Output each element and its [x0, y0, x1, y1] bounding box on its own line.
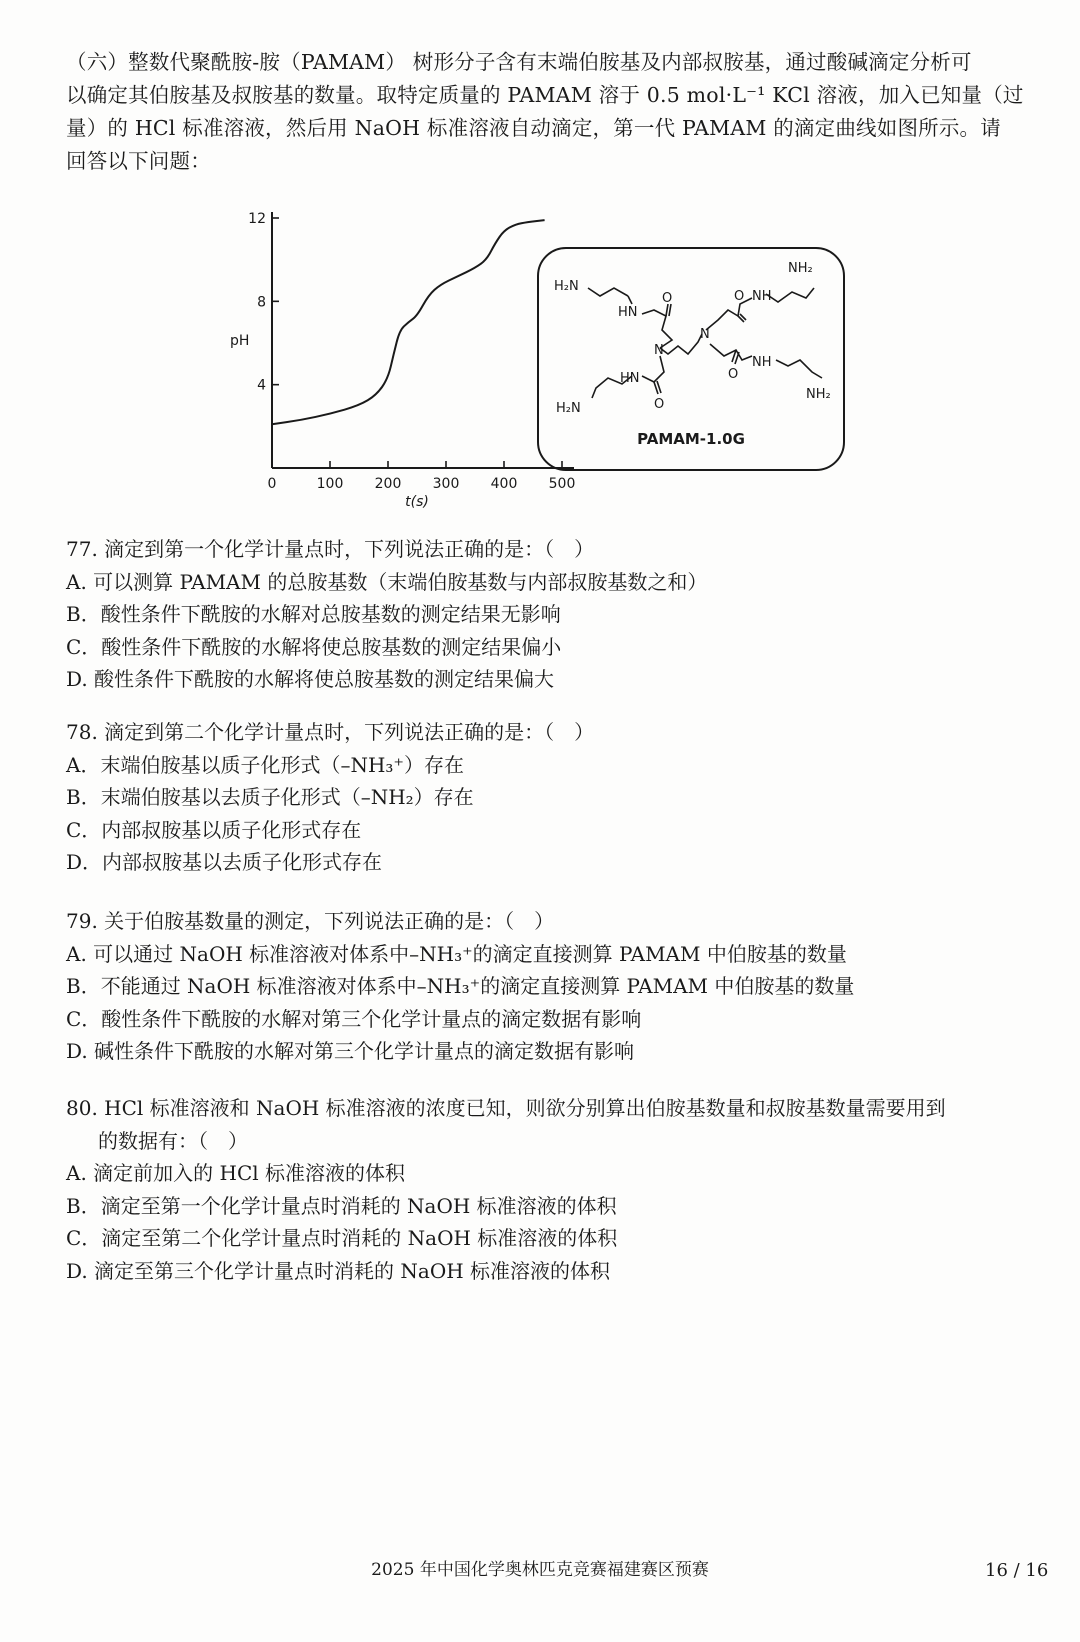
- question-79: [66, 905, 1026, 1068]
- y-tick-label: 8: [257, 294, 266, 311]
- question-78: [66, 716, 1026, 879]
- question-79-option-d[interactable]: D. 碱性条件下酰胺的水解对第三个化学计量点的滴定数据有影响: [66, 1039, 635, 1063]
- x-tick-label: 100: [316, 476, 344, 492]
- atom-nh2-bottom-right: NH₂: [806, 387, 831, 402]
- structure-atom-labels: [554, 261, 831, 416]
- question-79-stem: 79. 关于伯胺基数量的测定，下列说法正确的是：（ ）: [66, 909, 555, 933]
- intro-line-4: 回答以下问题：: [66, 149, 211, 173]
- intro-line-2: 以确定其伯胺基及叔胺基的数量。取特定质量的 PAMAM 溶于 0.5 mol·L⁻¹ KCl 溶液，加入已知量（过: [66, 83, 1024, 107]
- atom-h2n-bottom-left: H₂N: [556, 401, 581, 416]
- x-tick-label: 200: [374, 476, 402, 492]
- chart-plot-area: [230, 211, 575, 510]
- atom-o-top-right: O: [734, 289, 745, 304]
- titration-curve: [272, 220, 545, 424]
- atom-n-left: N: [654, 343, 664, 358]
- question-78-option-a[interactable]: A．末端伯胺基以质子化形式（–NH₃⁺）存在: [66, 752, 464, 777]
- atom-hn-top-left: HN: [618, 305, 638, 320]
- question-79-option-b[interactable]: B．不能通过 NaOH 标准溶液对体系中–NH₃⁺的滴定直接测算 PAMAM 中伯胺基的数量: [66, 974, 855, 998]
- structure-caption: PAMAM-1.0G: [637, 430, 745, 448]
- y-tick-label: 4: [257, 377, 266, 394]
- question-80-option-b[interactable]: B．滴定至第一个化学计量点时消耗的 NaOH 标准溶液的体积: [66, 1193, 617, 1218]
- x-tick-label: 300: [432, 476, 460, 492]
- titration-chart: [220, 200, 900, 530]
- question-79-option-a[interactable]: A. 可以通过 NaOH 标准溶液对体系中–NH₃⁺的滴定直接测算 PAMAM 中伯胺基的数量: [66, 941, 847, 966]
- atom-n-right: N: [700, 327, 710, 342]
- intro-line-1: （六）整数代聚酰胺-胺（PAMAM） 树形分子含有末端伯胺基及内部叔胺基，通过酸碱滴定分析可: [66, 50, 972, 74]
- titration-figure: [220, 200, 900, 530]
- intro-paragraph: [66, 46, 1026, 178]
- question-80-stem-cont: 的数据有：（ ）: [98, 1128, 248, 1153]
- x-tick-label: 400: [490, 476, 518, 492]
- question-77-option-c[interactable]: C．酸性条件下酰胺的水解将使总胺基数的测定结果偏小: [66, 634, 562, 659]
- question-78-option-c[interactable]: C．内部叔胺基以质子化形式存在: [66, 817, 362, 842]
- page-footer: 2025 年中国化学奥林匹克竞赛福建赛区预赛: [371, 1560, 709, 1580]
- question-79-option-c[interactable]: C．酸性条件下酰胺的水解对第三个化学计量点的滴定数据有影响: [66, 1006, 642, 1031]
- x-tick-label: 0: [267, 476, 277, 492]
- question-80-stem: 80. HCl 标准溶液和 NaOH 标准溶液的浓度已知，则欲分别算出伯胺基数量和叔胺基数量需要用到: [66, 1096, 946, 1120]
- question-80-option-c[interactable]: C．滴定至第二个化学计量点时消耗的 NaOH 标准溶液的体积: [66, 1226, 618, 1250]
- atom-o-top-left: O: [662, 291, 673, 306]
- atom-nh2-top-right: NH₂: [788, 261, 813, 276]
- atom-o-bottom-right: O: [728, 367, 739, 382]
- question-77-option-a[interactable]: A. 可以测算 PAMAM 的总胺基数（末端伯胺基数与内部叔胺基数之和）: [66, 569, 708, 594]
- atom-nh-bottom-right: NH: [752, 355, 772, 370]
- atom-hn-bottom-left: HN: [620, 371, 640, 386]
- y-axis-label: pH: [230, 333, 250, 349]
- question-80-option-a[interactable]: A. 滴定前加入的 HCl 标准溶液的体积: [66, 1161, 406, 1185]
- question-78-option-b[interactable]: B．末端伯胺基以去质子化形式（–NH₂）存在: [66, 785, 474, 809]
- question-77-option-b[interactable]: B．酸性条件下酰胺的水解对总胺基数的测定结果无影响: [66, 602, 561, 626]
- question-80: [66, 1092, 1026, 1287]
- atom-nh-top-right: NH: [752, 289, 772, 304]
- pamam-structure: [538, 248, 844, 470]
- question-77-stem: 77. 滴定到第一个化学计量点时，下列说法正确的是：（ ）: [66, 537, 595, 561]
- atom-o-bottom-left: O: [654, 397, 665, 412]
- question-77-option-d[interactable]: D. 酸性条件下酰胺的水解将使总胺基数的测定结果偏大: [66, 667, 555, 691]
- atom-h2n-top-left: H₂N: [554, 279, 579, 294]
- question-78-stem: 78. 滴定到第二个化学计量点时，下列说法正确的是：（ ）: [66, 720, 595, 744]
- x-axis-label: t(s): [405, 494, 429, 510]
- question-80-option-d[interactable]: D. 滴定至第三个化学计量点时消耗的 NaOH 标准溶液的体积: [66, 1258, 611, 1283]
- y-tick-label: 12: [248, 211, 266, 227]
- page-number: 16 / 16: [985, 1560, 1049, 1581]
- question-77: [66, 533, 1026, 696]
- question-78-option-d[interactable]: D．内部叔胺基以去质子化形式存在: [66, 850, 383, 874]
- x-tick-label: 500: [548, 476, 576, 492]
- intro-line-3: 量）的 HCl 标准溶液，然后用 NaOH 标准溶液自动滴定，第一代 PAMAM 的滴定曲线如图所示。请: [66, 116, 1001, 140]
